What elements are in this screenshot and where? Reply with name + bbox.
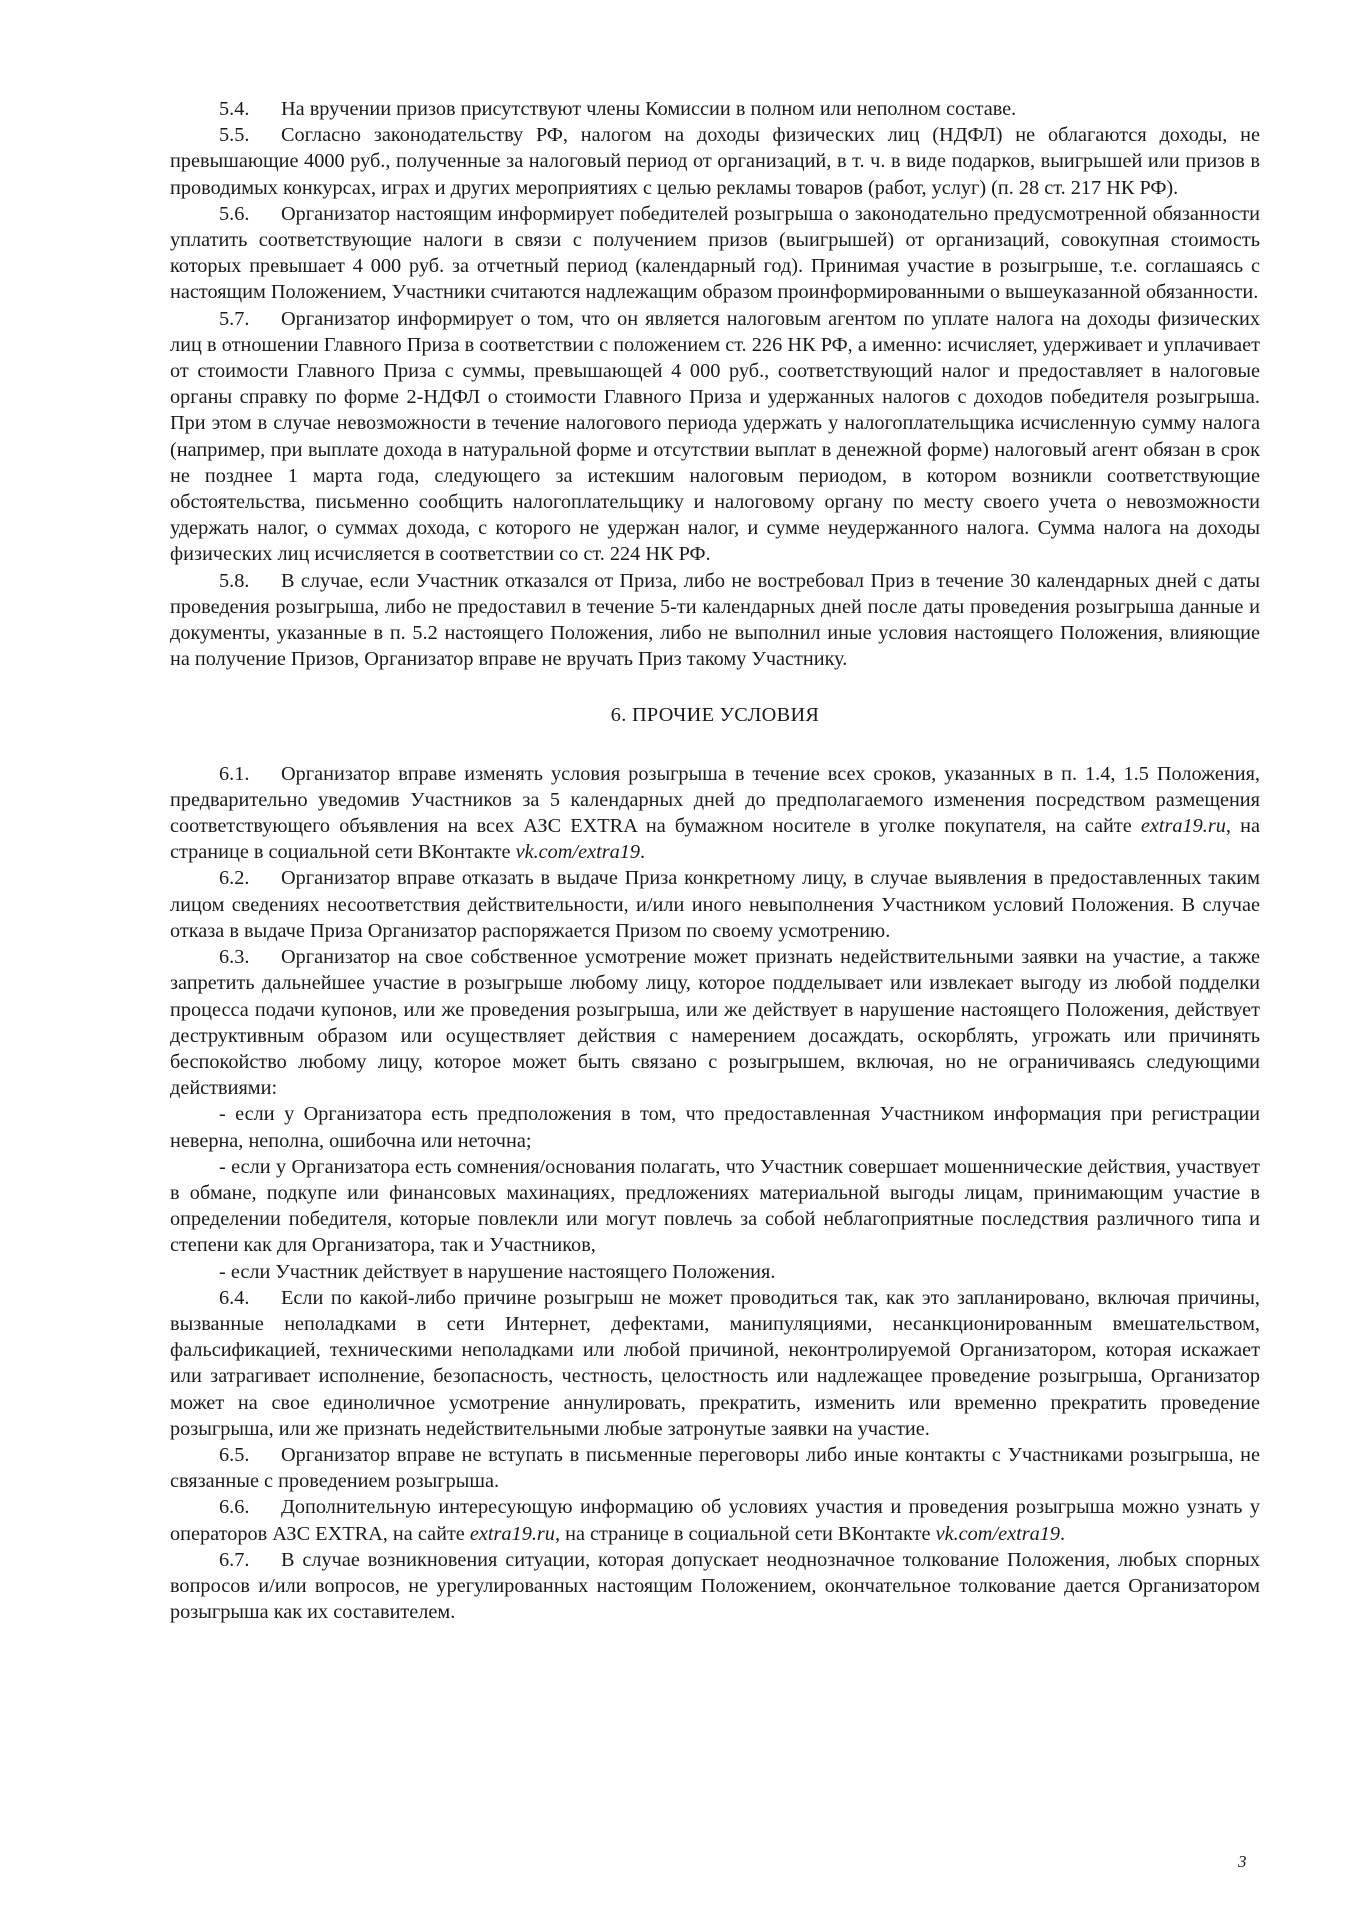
- clause-6-6: [170, 1494, 1260, 1546]
- clause-text: Организатор вправе не вступать в письменные переговоры либо иные контакты с Участниками розыгрыша, не связанные с проведением розыгрыша.: [170, 1443, 1260, 1493]
- clause-number: 5.5.: [219, 124, 250, 147]
- clause-6-4: [170, 1285, 1260, 1442]
- clause-text-end: .: [1060, 1522, 1066, 1545]
- clause-number: 5.7.: [219, 307, 250, 330]
- clause-text-end: .: [640, 841, 646, 864]
- clause-number: 6.6.: [219, 1496, 250, 1519]
- clause-5-7: [170, 306, 1260, 568]
- clause-5-4: [170, 96, 1260, 122]
- clause-text: Согласно законодательству РФ, налогом на доходы физических лиц (НДФЛ) не облагаются доходы, не превышающие 4000 руб., полученные за налоговый период от организаций, в т. ч. в виде подарков, выигрышей или призов в проводимых конкурсах, играх и других мероприятиях с целью рекламы товаров (работ, услуг) (п. 28 ст. 217 НК РФ).: [170, 124, 1260, 199]
- clause-number: 5.8.: [219, 569, 250, 592]
- dash-item: - если у Организатора есть предположения в том, что предоставленная Участником информация при регистрации неверна, неполна, ошибочна или неточна;: [170, 1103, 1260, 1152]
- clause-number: 6.4.: [219, 1286, 250, 1309]
- clause-number: 5.6.: [219, 202, 250, 225]
- clause-number: 6.3.: [219, 946, 250, 969]
- dash-item: - если Участник действует в нарушение настоящего Положения.: [219, 1260, 776, 1283]
- clause-text: Организатор вправе изменять условия розыгрыша в течение всех сроков, указанных в п. 1.4, 1.5 Положения, предварительно уведомив Участников за 5 календарных дней до предполагаемого изменения посредством размещения соответствующего объявления на всех АЗС EXTRA на бумажном носителе в уголке покупателя, на сайте: [170, 762, 1260, 838]
- clause-text: Организатор информирует о том, что он является налоговым агентом по уплате налога на доходы физических лиц в отношении Главного Приза в соответствии с положением ст. 226 НК РФ, а именно: исчисляет, удерживает и уплачивает от стоимости Главного Приза с суммы, превышающей 4 000 руб., соответствующий налог и предоставляет в налоговые органы справку по форме 2-НДФЛ о стоимости Главного Приза и удержанных налогов с доходов победителя розыгрыша. При этом в случае невозможности в течение налогового периода удержать у налогоплательщика исчисленную сумму налога (например, при выплате дохода в натуральной форме и отсутствии выплат в денежной форме) налоговый агент обязан в срок не позднее 1 марта года, следующего за истекшим налоговым периодом, в котором возникли соответствующие обстоятельства, письменно сообщить налогоплательщику и налоговому органу по месту своего учета о невозможности удержать налог, о суммах дохода, с которого не удержан налог, и сумме неудержанного налога. Сумма налога на доходы физических лиц исчисляется в соответствии со ст. 224 НК РФ.: [170, 307, 1260, 566]
- clause-5-5: [170, 122, 1260, 201]
- clause-6-3: [170, 944, 1260, 1101]
- clause-text: В случае, если Участник отказался от Приза, либо не востребовал Приз в течение 30 календарных дней с даты проведения розыгрыша, либо не предоставил в течение 5-ти календарных дней после даты проведения розыгрыша данные и документы, указанные в п. 5.2 настоящего Положения, либо не выполнил иные условия настоящего Положения, влияющие на получение Призов, Организатор вправе не вручать Приз такому Участнику.: [170, 569, 1260, 671]
- clause-6-2: [170, 865, 1260, 944]
- clause-text: Организатор на свое собственное усмотрение может признать недействительными заявки на участие, а также запретить дальнейшее участие в розыгрыше любому лицу, которое подделывает или извлекает выгоду из любой подделки процесса подачи купонов, или же проведения розыгрыша, или же действует в нарушение настоящего Положения, действует деструктивным образом или осуществляет действия с намерением досаждать, оскорблять, угрожать или причинять беспокойство любому лицу, которое может быть связано с розыгрышем, включая, но не ограничиваясь следующими действиями:: [170, 946, 1260, 1100]
- clause-text: В случае возникновения ситуации, которая допускает неоднозначное толкование Положения, любых спорных вопросов и/или вопросов, не урегулированных настоящим Положением, окончательное толкование дается Организатором розыгрыша как их составителем.: [170, 1548, 1260, 1624]
- clause-number: 6.7.: [219, 1548, 250, 1571]
- clause-number: 6.2.: [219, 867, 250, 890]
- clause-text: Дополнительную интересующую информацию об условиях участия и проведения розыгрыша можно узнать у операторов АЗС EXTRA, на сайте: [170, 1496, 1260, 1545]
- section-6-title: 6. ПРОЧИЕ УСЛОВИЯ: [610, 704, 820, 727]
- site-link: extra19.ru: [1140, 815, 1226, 838]
- clause-5-6: [170, 201, 1260, 306]
- document-page: [170, 96, 1260, 1625]
- clause-text-continued: , на странице в социальной сети ВКонтакте: [554, 1522, 936, 1545]
- site-link: extra19.ru: [469, 1522, 555, 1545]
- clause-text-continued: , на странице в социальной сети ВКонтакте: [170, 815, 1260, 864]
- clause-text: Если по какой-либо причине розыгрыш не может проводиться так, как это запланировано, включая причины, вызванные неполадками в сети Интернет, дефектами, манипуляциями, несанкционированным вмешательством, фальсификацией, техническими неполадками или любой причиной, неконтролируемой Организатором, которая искажает или затрагивает исполнение, безопасность, честность, целостность или надлежащее проведение розыгрыша, Организатор может на свое единоличное усмотрение аннулировать, прекратить, изменить или временно прекратить проведение розыгрыша, или же признать недействительными любые затронутые заявки на участие.: [170, 1286, 1260, 1440]
- clause-number: 6.5.: [219, 1443, 250, 1466]
- clause-text: Организатор настоящим информирует победителей розыгрыша о законодательно предусмотренной обязанности уплатить соответствующие налоги в связи с получением призов (выигрышей) от организаций, совокупная стоимость которых превышает 4 000 руб. за отчетный период (календарный год). Принимая участие в розыгрыше, т.е. соглашаясь с настоящим Положением, Участники считаются надлежащим образом проинформированными о вышеуказанной обязанности.: [170, 202, 1260, 304]
- clause-text: Организатор вправе отказать в выдаче Приза конкретному лицу, в случае выявления в предоставленных таким лицом сведениях несоответствия действительности, и/или иного невыполнения Участником условий Положения. В случае отказа в выдаче Приза Организатор распоряжается Призом по своему усмотрению.: [170, 867, 1260, 942]
- vk-link: vk.com/extra19: [515, 841, 641, 864]
- clause-6-5: [170, 1442, 1260, 1494]
- clause-6-1: [170, 761, 1260, 866]
- clause-5-8: [170, 568, 1260, 673]
- page-number: 3: [1238, 1852, 1247, 1871]
- clause-number: 6.1.: [219, 762, 250, 785]
- clause-text: На вручении призов присутствуют члены Комиссии в полном или неполном составе.: [281, 98, 1017, 120]
- clause-number: 5.4.: [219, 98, 250, 120]
- vk-link: vk.com/extra19: [935, 1522, 1061, 1545]
- clause-6-7: [170, 1547, 1260, 1626]
- dash-item: - если у Организатора есть сомнения/основания полагать, что Участник совершает мошеннические действия, участвует в обмане, подкупе или финансовых махинациях, предложениях материальной выгоды лицам, принимающим участие в определении победителя, которые повлекли или могут повлечь за собой неблагоприятные последствия различного типа и степени как для Организатора, так и Участников,: [170, 1155, 1260, 1257]
